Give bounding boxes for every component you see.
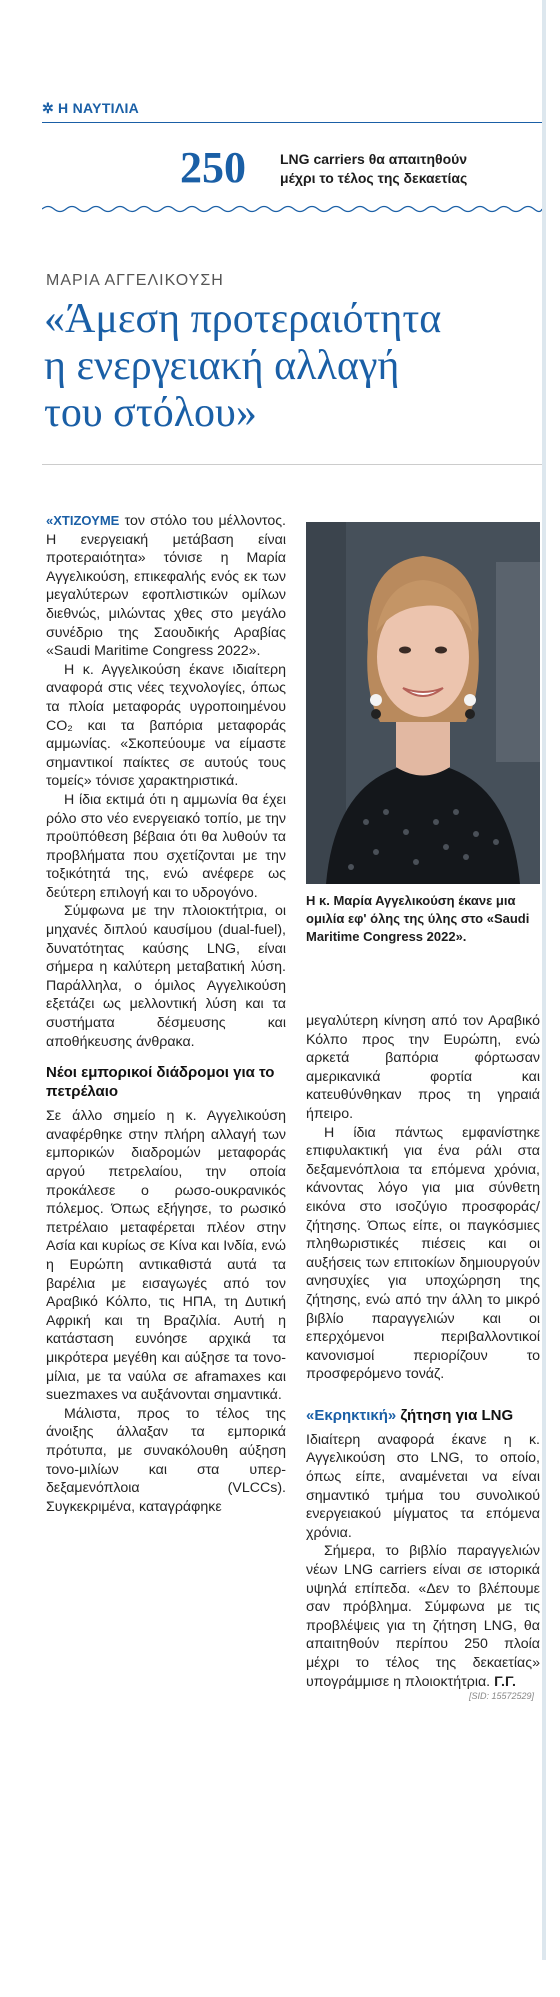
teaser-number: 250: [180, 143, 246, 192]
teaser-text: [280, 150, 540, 188]
headline-line-2: η ενεργειακή αλλαγή: [44, 343, 400, 389]
subheading-lng-text: ζήτηση για LNG: [396, 1406, 514, 1424]
paragraph-10: [306, 1542, 540, 1691]
teaser-line-2: μέχρι το τέλος της δεκαετίας: [280, 170, 468, 186]
headline-line-1: «Άμεση προτεραιότητα: [44, 296, 442, 342]
sid-code: [SID: 15572529]: [468, 1690, 534, 1701]
subheading-lng-demand: [306, 1406, 540, 1425]
paragraph-3: Η ίδια εκτιμά ότι η αμμωνία θα έχει ρόλο στο νέο ενεργειακό τοπίο, με την προϋπόθεση βέβαια ότι θα λυθούν τα προβλήματα που σχετίζονται με την τοξικότητά της, ενώ ανέφερε ως δεύτερη επιλογή και το υδρογόνο.: [46, 791, 286, 901]
article-headline: [44, 296, 534, 437]
sid-row: [306, 1691, 540, 1705]
paragraph-1-text: τον στόλο του μέλλοντος. Η ενεργειακή μετάβαση είναι προτεραιότητα» τόνισε η Μαρία Αγγελικούση, επικεφαλής ενός εκ των μεγαλύτερων εφοπλιστικών ομίλων διεθνώς, μιλώντας χθες στο μεγάλο συνέδριο της Σαουδικής Αραβίας «Saudi Maritime Congress 2022».: [46, 513, 286, 660]
paragraph-8: Η ίδια πάντως εμφανίστηκε επιφυλακτική για ένα ράλι στα δεξαμενόπλοια τα επόμενα χρόνια, κάνοντας λόγο για μια σύνθετη εικόνα στο ισοζύγιο προσφοράς/ζήτησης. Όπως είπε, οι παγκόσμιες πληθωριστικές πιέσεις και οι αυξήσεις των επιτοκίων δημιουργούν ανησυχίες για υποχώρηση της ζήτησης, ενώ από την άλλη το μικρό βιβλίο παραγγελιών και οι επερχόμενοι περιβαλλοντικοί κανονισμοί περιορίζουν το προσφερόμενο τονάζ.: [306, 1124, 540, 1383]
photo-caption: Η κ. Μαρία Αγγελικούση έκανε μια ομιλία εφ' όλης της ύλης στο «Saudi Maritime Congress 2022».: [306, 893, 530, 944]
paragraph-9: Ιδιαίτερη αναφορά έκανε η κ. Αγγελικούση στο LNG, το οποίο, όπως είπε, αναμένεται να είναι σημαντικό τμήμα του συνολικού ενεργειακού μίγματος τα επόμενα χρόνια.: [306, 1431, 540, 1541]
subheading-lng-quote: «Εκρηκτική»: [306, 1406, 397, 1424]
lead-word: «ΧΤΙΖΟΥΜΕ: [46, 513, 120, 528]
teaser-line-1: LNG carriers θα απαιτηθούν: [280, 151, 468, 167]
column-left: [46, 512, 286, 1516]
wave-divider: [42, 204, 542, 214]
paragraph-2: Η κ. Αγγελικούση έκανε ιδιαίτερη αναφορά στις νέες τεχνολογίες, όπως τα πλοία μεταφοράς υγροποιημένου CO₂ και τα βαπόρια μεταφοράς αμμωνίας. «Σκοπεύουμε να είμαστε σημαντικοί παίκτες σε αυτούς τους τομείς» τόνισε χαρακτηριστικά.: [46, 661, 286, 790]
subheading-oil-routes: Νέοι εμπορικοί διάδρομοι για το πετρέλαιο: [46, 1064, 275, 1101]
column-right: [306, 1012, 540, 1705]
newspaper-page: [4, 0, 546, 1960]
paragraph-10-text: Σήμερα, το βιβλίο παραγγελιών νέων LNG carriers είναι σε ιστορικά υψηλά επίπεδα. «Δεν το βλέπουμε σαν πρόβλημα. Σύμφωνα με τις προβλέψεις για τη ζήτηση LNG, θα απαιτηθούν περίπου 250 πλοία μέχρι το τέλος της δεκαετίας» υπογράμμισε η πλοιοκτήτρια.: [306, 1543, 540, 1690]
paragraph-7: μεγαλύτερη κίνηση από τον Αραβικό Κόλπο προς την Ευρώπη, ενώ αρκετά βαπόρια φόρτωσαν αμερικανικά φορτία και κατευθύνθηκαν προς τη γηραιά ήπειρο.: [306, 1013, 540, 1122]
portrait-photo: [306, 522, 540, 884]
ship-wheel-icon: ✲: [42, 100, 55, 116]
portrait-illustration: [306, 522, 540, 884]
author-byline: ΜΑΡΙΑ ΑΓΓΕΛΙΚΟΥΣΗ: [46, 272, 224, 289]
paragraph-5: Σε άλλο σημείο η κ. Αγγελικούση αναφέρθηκε στην πλήρη αλλαγή των εμπορικών διαδρομών μεταφοράς αργού πετρελαίου, την οποία προκάλεσε ο ρωσο-ουκρανικός πόλεμος. Όπως εξήγησε, το ρωσικό πετρέλαιο μεταφέρεται πλέον στην Ασία και κυρίως σε Κίνα και Ινδία, ενώ η Ευρώπη αντικαθιστά αυτά τα βαρέλια με εισαγωγές από τον Αραβικό Κόλπο, τις ΗΠΑ, τη Δυτική Αφρική και τη Βραζιλία. Αυτή η κατάσταση ευνόησε αρχικά τα μικρότερα μεγέθη και αύξησε τα τονο-μίλια, με τα ναύλα σε aframaxes και suezmaxes να αυξάνονται σημαντικά.: [46, 1108, 286, 1404]
headline-rule: [42, 464, 542, 465]
section-brand: [42, 100, 139, 117]
paragraph-6: Μάλιστα, προς το τέλος της άνοιξης άλλαξαν τα εμπορικά πρότυπα, με συνακόλουθη αύξηση τονο-μιλίων και στα υπερ-δεξαμενόπλοια (VLCCs). Συγκεκριμένα, καταγράφηκε: [46, 1405, 286, 1515]
signature: Γ.Γ.: [494, 1673, 516, 1690]
brand-label: Η ΝΑΥΤΙΛΙΑ: [58, 100, 140, 116]
top-rule: [42, 122, 542, 123]
paragraph-4: Σύμφωνα με την πλοιοκτήτρια, οι μηχανές διπλού καυσίμου (dual-fuel), δυνατότητας καύσης LNG, είναι σήμερα η καλύτερη μεταβατική λύση. Παράλληλα, ο όμιλος Αγγελικούση εξετάζει ως μελλοντική λύση και τα συστήματα δέσμευσης και αποθήκευσης άνθρακα.: [46, 903, 286, 1050]
paragraph-1: [46, 512, 286, 661]
headline-line-3: του στόλου»: [44, 390, 257, 436]
